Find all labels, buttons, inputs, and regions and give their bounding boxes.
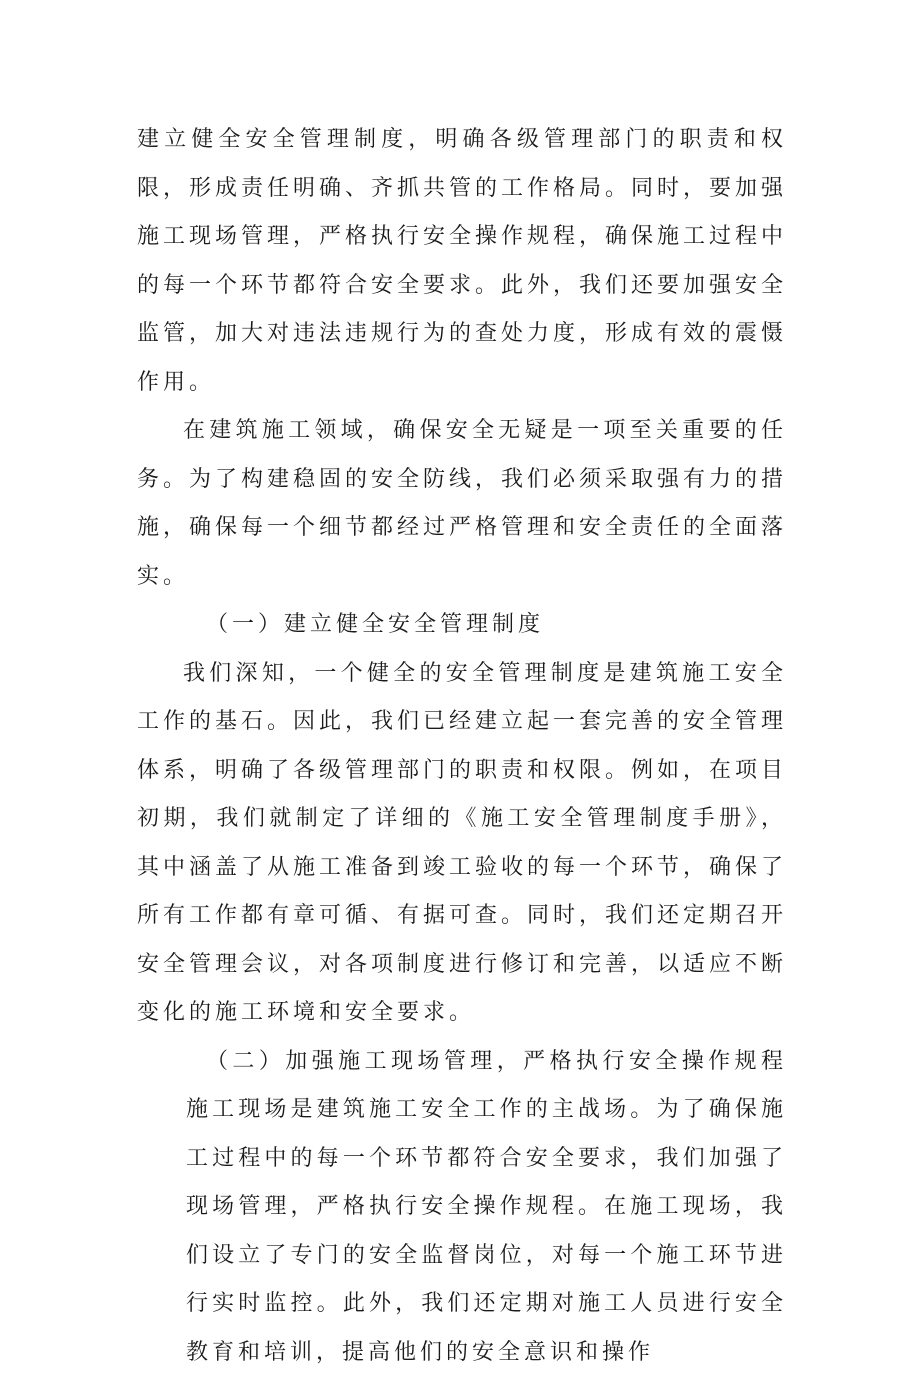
paragraph-management-system: 建立健全安全管理制度，明确各级管理部门的职责和权限，形成责任明确、齐抓共管的工作格局。同时，要加强施工现场管理，严格执行安全操作规程，确保施工过程中的每一个环节都符合安全要求。此外，我们还要加强安全监管，加大对违法违规行为的查处力度，形成有效的震慑作用。 [137,116,787,407]
document-body [137,116,787,1377]
section-heading-1: （一）建立健全安全管理制度 [137,601,787,650]
section-heading-2-paragraph: （二）加强施工现场管理，严格执行安全操作规程施工现场是建筑施工安全工作的主战场。为了确保施工过程中的每一个环节都符合安全要求，我们加强了现场管理，严格执行安全操作规程。在施工现场，我们设立了专门的安全监督岗位，对每一个施工环节进行实时监控。此外，我们还定期对施工人员进行安全教育和培训，提高他们的安全意识和操作 [137,1038,787,1377]
paragraph-safety-intro: 在建筑施工领域，确保安全无疑是一项至关重要的任务。为了构建稳固的安全防线，我们必须采取强有力的措施，确保每一个细节都经过严格管理和安全责任的全面落实。 [137,407,787,601]
paragraph-safety-system: 我们深知，一个健全的安全管理制度是建筑施工安全工作的基石。因此，我们已经建立起一套完善的安全管理体系，明确了各级管理部门的职责和权限。例如，在项目初期，我们就制定了详细的《施工安全管理制度手册》，其中涵盖了从施工准备到竣工验收的每一个环节，确保了所有工作都有章可循、有据可查。同时，我们还定期召开安全管理会议，对各项制度进行修订和完善，以适应不断变化的施工环境和安全要求。 [137,650,787,1038]
